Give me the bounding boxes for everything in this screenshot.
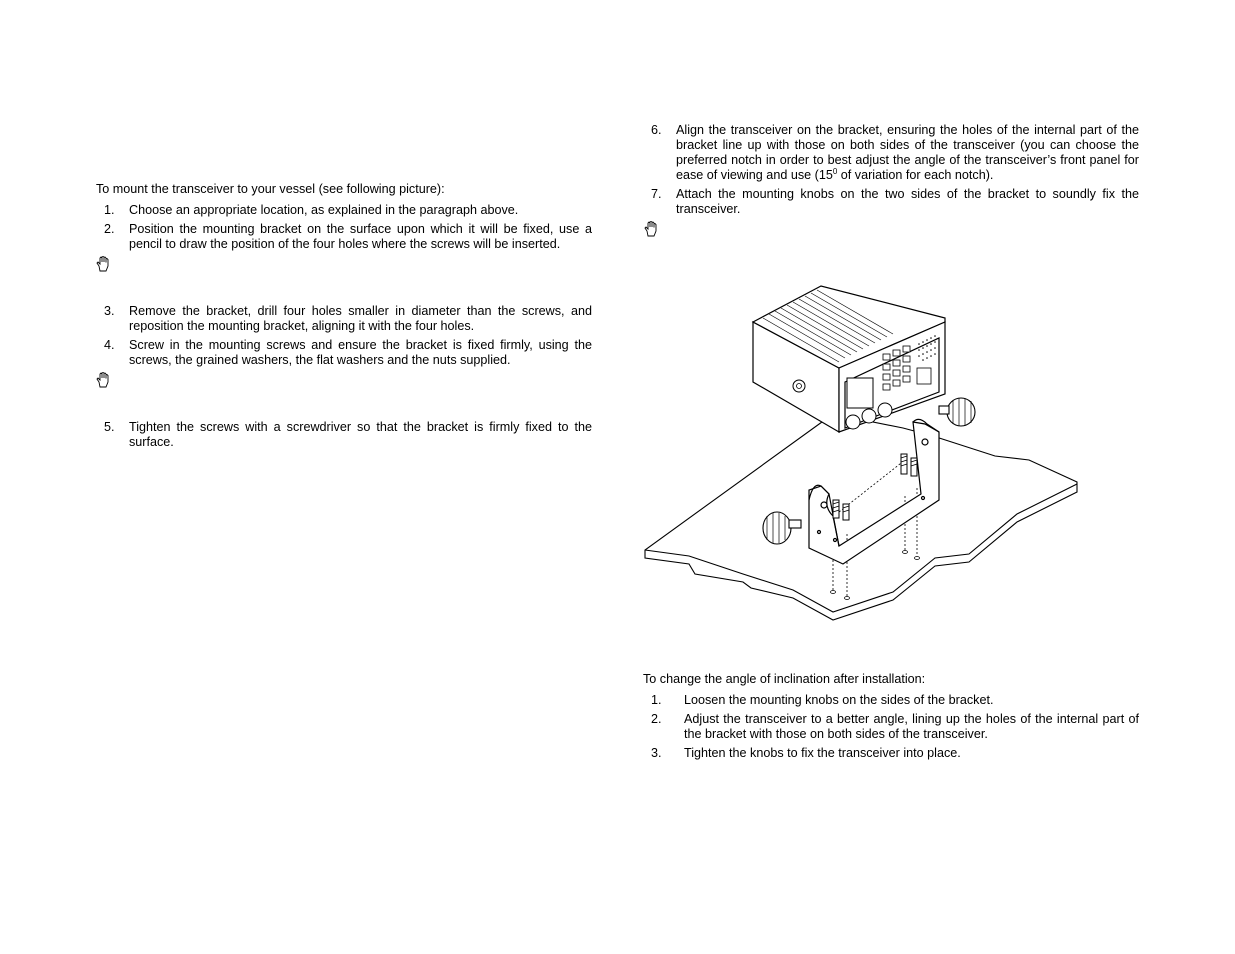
mounting-steps-a	[96, 203, 592, 252]
mounting-steps-b	[96, 304, 592, 368]
mounting-intro: To mount the transceiver to your vessel (see following picture):	[96, 182, 445, 196]
step-2: 2. Position the mounting bracket on the surface upon which it will be fixed, use a pencil to draw the position of the four holes where the screws will be inserted.	[104, 222, 592, 251]
step-5: 5. Tighten the screws with a screwdriver so that the bracket is firmly fixed to the surface.	[104, 420, 592, 449]
step-3: 3. Remove the bracket, drill four holes smaller in diameter than the screws, and reposition the mounting bracket, aligning it with the four holes.	[104, 304, 592, 333]
right-column	[651, 123, 1139, 269]
mounting-diagram	[643, 282, 1079, 624]
mounting-steps-c	[96, 420, 592, 450]
mounting-steps-d	[651, 123, 1139, 217]
inclination-steps	[643, 693, 1139, 761]
inclination-step-1: 1. Loosen the mounting knobs on the sides of the bracket.	[651, 693, 994, 707]
step-7: 7. Attach the mounting knobs on the two sides of the bracket to soundly fix the transceiver.	[651, 187, 1139, 216]
transceiver-mounting-illustration	[643, 282, 1079, 624]
hand-note-icon	[644, 221, 1139, 239]
hand-note-icon	[96, 256, 592, 274]
hand-note-icon	[96, 372, 592, 390]
step-6: 6. Align the transceiver on the bracket, ensuring the holes of the internal part of the bracket line up with those on both sides of the transceiver (you can choose the preferred notch in order to best adjust the angle of the transceiver’s front panel for ease of viewing and use ($15^0$ of variation for each notch).	[651, 123, 1139, 182]
inclination-step-3: 3. Tighten the knobs to fix the transceiver into place.	[651, 746, 961, 760]
inclination-section	[643, 672, 1139, 765]
inclination-intro: To change the angle of inclination after installation:	[643, 672, 926, 686]
inclination-step-2: 2. Adjust the transceiver to a better angle, lining up the holes of the internal part of the bracket with those on both sides of the transceiver.	[651, 712, 1139, 741]
step-1: 1. Choose an appropriate location, as explained in the paragraph above.	[104, 203, 519, 217]
step-4: 4. Screw in the mounting screws and ensure the bracket is fixed firmly, using the screws, the grained washers, the flat washers and the nuts supplied.	[104, 338, 592, 367]
left-column	[96, 182, 592, 454]
